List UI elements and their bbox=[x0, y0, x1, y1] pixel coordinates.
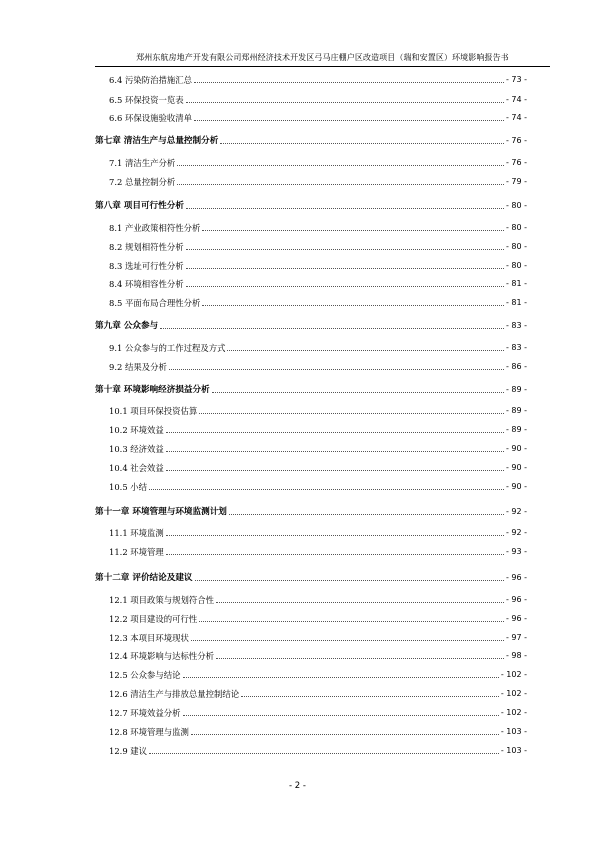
toc-dot-leader bbox=[166, 470, 504, 471]
toc-chapter-entry[interactable] bbox=[95, 504, 527, 518]
toc-dot-leader bbox=[166, 554, 504, 555]
toc-dot-leader bbox=[195, 580, 504, 581]
toc-dot-leader bbox=[199, 413, 504, 414]
toc-entry-page: - 98 - bbox=[505, 651, 527, 660]
toc-entry-page: - 97 - bbox=[505, 633, 527, 642]
toc-section-entry[interactable] bbox=[95, 611, 527, 625]
toc-entry-label: 6.5 环保投资一览表 bbox=[109, 95, 184, 105]
toc-entry-label: 8.2 规划相符性分析 bbox=[109, 242, 184, 252]
toc-dot-leader bbox=[183, 715, 499, 716]
toc-section-entry[interactable] bbox=[95, 525, 527, 539]
toc-entry-page: - 92 - bbox=[505, 528, 527, 537]
page-number: - 2 - bbox=[289, 781, 306, 791]
toc-dot-leader bbox=[191, 640, 504, 641]
toc-entry-page: - 81 - bbox=[505, 298, 527, 307]
toc-dot-leader bbox=[177, 165, 504, 166]
toc-chapter-entry[interactable] bbox=[95, 133, 527, 147]
toc-entry-label: 12.2 项目建设的可行性 bbox=[109, 614, 198, 624]
toc-entry-label: 10.4 社会效益 bbox=[109, 463, 164, 473]
toc-entry-page: - 79 - bbox=[505, 177, 527, 186]
toc-entry-page: - 103 - bbox=[500, 746, 527, 755]
toc-dot-leader bbox=[177, 184, 504, 185]
toc-entry-page: - 93 - bbox=[505, 547, 527, 556]
toc-entry-label: 8.3 选址可行性分析 bbox=[109, 261, 184, 271]
toc-dot-leader bbox=[166, 535, 504, 536]
toc-section-entry[interactable] bbox=[95, 422, 527, 436]
toc-section-entry[interactable] bbox=[95, 743, 527, 757]
toc-dot-leader bbox=[229, 514, 504, 515]
toc-section-entry[interactable] bbox=[95, 276, 527, 290]
toc-dot-leader bbox=[241, 696, 499, 697]
toc-dot-leader bbox=[186, 102, 504, 103]
toc-section-entry[interactable] bbox=[95, 92, 527, 106]
toc-dot-leader bbox=[227, 350, 503, 351]
toc-entry-label: 12.9 建议 bbox=[109, 746, 148, 756]
toc-section-entry[interactable] bbox=[95, 359, 527, 373]
toc-entry-label: 10.1 项目环保投资估算 bbox=[109, 406, 198, 416]
toc-dot-leader bbox=[212, 392, 504, 393]
toc-entry-page: - 80 - bbox=[505, 201, 527, 210]
toc-entry-page: - 89 - bbox=[505, 425, 527, 434]
toc-entry-page: - 86 - bbox=[505, 362, 527, 371]
toc-entry-page: - 83 - bbox=[505, 321, 527, 330]
toc-section-entry[interactable] bbox=[95, 479, 527, 493]
toc-entry-label: 12.5 公众参与结论 bbox=[109, 670, 181, 680]
toc-entry-label: 12.4 环境影响与达标性分析 bbox=[109, 651, 215, 661]
toc-section-entry[interactable] bbox=[95, 686, 527, 700]
toc-entry-page: - 102 - bbox=[500, 689, 527, 698]
toc-dot-leader bbox=[199, 621, 504, 622]
toc-dot-leader bbox=[166, 451, 504, 452]
toc-dot-leader bbox=[166, 432, 504, 433]
toc-section-entry[interactable] bbox=[95, 239, 527, 253]
toc-entry-label: 10.5 小结 bbox=[109, 482, 148, 492]
toc-dot-leader bbox=[216, 658, 504, 659]
toc-dot-leader bbox=[149, 753, 499, 754]
toc-dot-leader bbox=[194, 82, 504, 83]
toc-entry-label: 6.4 污染防治措施汇总 bbox=[109, 75, 192, 85]
toc-section-entry[interactable] bbox=[95, 460, 527, 474]
toc-entry-page: - 90 - bbox=[505, 444, 527, 453]
toc-section-entry[interactable] bbox=[95, 648, 527, 662]
toc-entry-label: 10.2 环境效益 bbox=[109, 425, 164, 435]
toc-section-entry[interactable] bbox=[95, 441, 527, 455]
toc-section-entry[interactable] bbox=[95, 724, 527, 738]
toc-entry-page: - 90 - bbox=[505, 482, 527, 491]
toc-entry-page: - 76 - bbox=[505, 136, 527, 145]
toc-chapter-entry[interactable] bbox=[95, 198, 527, 212]
toc-entry-page: - 89 - bbox=[505, 406, 527, 415]
toc-dot-leader bbox=[186, 208, 504, 209]
toc-entry-page: - 102 - bbox=[500, 670, 527, 679]
toc-entry-page: - 74 - bbox=[505, 113, 527, 122]
toc-dot-leader bbox=[191, 734, 499, 735]
toc-chapter-entry[interactable] bbox=[95, 382, 527, 396]
toc-entry-page: - 80 - bbox=[505, 242, 527, 251]
toc-entry-label: 9.2 结果及分析 bbox=[109, 362, 167, 372]
toc-entry-page: - 89 - bbox=[505, 385, 527, 394]
toc-entry-page: - 81 - bbox=[505, 279, 527, 288]
toc-section-entry[interactable] bbox=[95, 72, 527, 86]
toc-section-entry[interactable] bbox=[95, 110, 527, 124]
toc-section-entry[interactable] bbox=[95, 592, 527, 606]
toc-section-entry[interactable] bbox=[95, 258, 527, 272]
toc-entry-page: - 74 - bbox=[505, 95, 527, 104]
toc-entry-label: 12.6 清洁生产与排放总量控制结论 bbox=[109, 689, 240, 699]
toc-dot-leader bbox=[149, 489, 504, 490]
toc-entry-label: 8.1 产业政策相符性分析 bbox=[109, 223, 201, 233]
toc-entry-label: 9.1 公众参与的工作过程及方式 bbox=[109, 343, 226, 353]
toc-entry-label: 第十一章 环境管理与环境监测计划 bbox=[95, 507, 227, 517]
toc-entry-page: - 76 - bbox=[505, 158, 527, 167]
toc-entry-label: 第七章 清洁生产与总量控制分析 bbox=[95, 136, 219, 146]
toc-entry-label: 12.8 环境管理与监测 bbox=[109, 727, 189, 737]
toc-entry-page: - 96 - bbox=[505, 595, 527, 604]
toc-entry-page: - 80 - bbox=[505, 261, 527, 270]
toc-entry-label: 7.1 清洁生产分析 bbox=[109, 158, 176, 168]
toc-entry-label: 第九章 公众参与 bbox=[95, 321, 159, 331]
toc-section-entry[interactable] bbox=[95, 544, 527, 558]
toc-section-entry[interactable] bbox=[95, 705, 527, 719]
toc-entry-page: - 96 - bbox=[505, 614, 527, 623]
toc-dot-leader bbox=[186, 286, 504, 287]
toc-dot-leader bbox=[202, 305, 504, 306]
toc-dot-leader bbox=[169, 369, 504, 370]
toc-entry-label: 11.2 环境管理 bbox=[109, 547, 164, 557]
toc-dot-leader bbox=[186, 268, 504, 269]
toc-entry-page: - 73 - bbox=[505, 75, 527, 84]
toc-chapter-entry[interactable] bbox=[95, 570, 527, 584]
toc-section-entry[interactable] bbox=[95, 630, 527, 644]
toc-entry-page: - 83 - bbox=[505, 343, 527, 352]
toc-entry-label: 12.7 环境效益分析 bbox=[109, 708, 181, 718]
running-header: 郑州东航房地产开发有限公司郑州经济技术开发区弓马庄棚户区改造项目（瑞和安置区）环境影响报告书 bbox=[136, 53, 509, 62]
toc-entry-label: 7.2 总量控制分析 bbox=[109, 177, 176, 187]
toc-entry-label: 8.4 环境相容性分析 bbox=[109, 279, 184, 289]
toc-entry-page: - 80 - bbox=[505, 223, 527, 232]
toc-dot-leader bbox=[160, 328, 504, 329]
toc-entry-page: - 103 - bbox=[500, 727, 527, 736]
header-rule bbox=[95, 66, 550, 67]
toc-dot-leader bbox=[202, 230, 504, 231]
toc-section-entry[interactable] bbox=[95, 220, 527, 234]
toc-chapter-entry[interactable] bbox=[95, 318, 527, 332]
toc-entry-label: 第十章 环境影响经济损益分析 bbox=[95, 385, 210, 395]
toc-dot-leader bbox=[186, 249, 504, 250]
toc-entry-label: 6.6 环保设施验收清单 bbox=[109, 113, 192, 123]
toc-dot-leader bbox=[194, 120, 504, 121]
toc-section-entry[interactable] bbox=[95, 340, 527, 354]
toc-section-entry[interactable] bbox=[95, 174, 527, 188]
toc-entry-label: 第十二章 评价结论及建议 bbox=[95, 573, 193, 583]
toc-entry-page: - 102 - bbox=[500, 708, 527, 717]
toc-section-entry[interactable] bbox=[95, 295, 527, 309]
toc-entry-page: - 90 - bbox=[505, 463, 527, 472]
toc-dot-leader bbox=[183, 677, 499, 678]
toc-entry-page: - 92 - bbox=[505, 507, 527, 516]
toc-section-entry[interactable] bbox=[95, 155, 527, 169]
toc-section-entry[interactable] bbox=[95, 403, 527, 417]
toc-dot-leader bbox=[216, 602, 504, 603]
toc-section-entry[interactable] bbox=[95, 667, 527, 681]
toc-entry-label: 8.5 平面布局合理性分析 bbox=[109, 298, 201, 308]
toc-entry-label: 12.1 项目政策与规划符合性 bbox=[109, 595, 215, 605]
toc-entry-page: - 96 - bbox=[505, 573, 527, 582]
toc-dot-leader bbox=[220, 143, 504, 144]
toc-entry-label: 11.1 环境监测 bbox=[109, 528, 164, 538]
toc-entry-label: 12.3 本项目环境现状 bbox=[109, 633, 189, 643]
toc-entry-label: 10.3 经济效益 bbox=[109, 444, 164, 454]
toc-entry-label: 第八章 项目可行性分析 bbox=[95, 201, 184, 211]
